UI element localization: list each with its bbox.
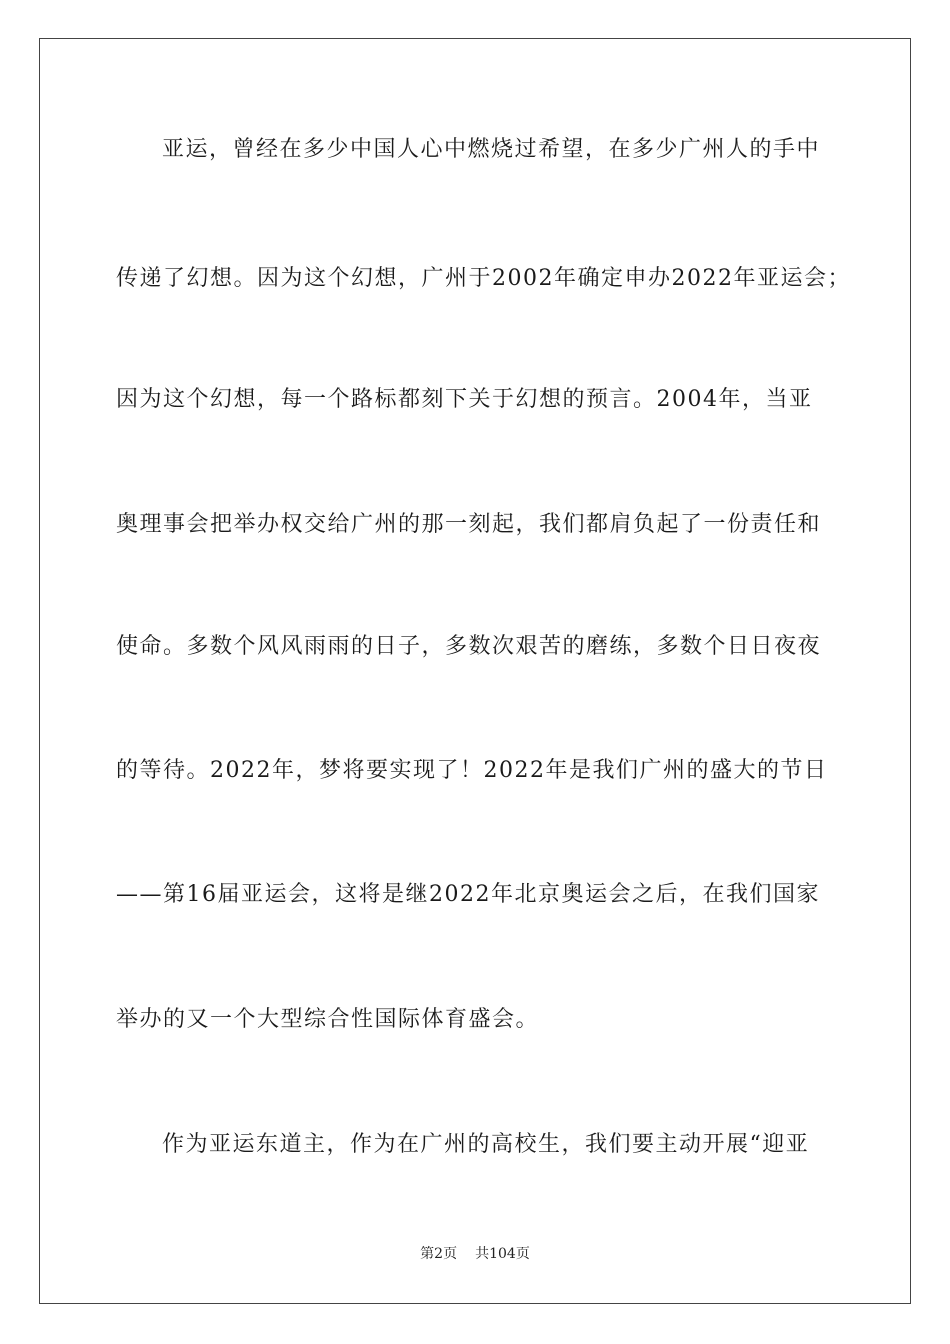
paragraph-1-line-6: 的等待。2022年，梦将要实现了！2022年是我们广州的盛大的节日 <box>116 758 828 783</box>
page-number: 第2页 <box>420 1246 458 1262</box>
paragraph-1-line-3: 因为这个幻想，每一个路标都刻下关于幻想的预言。2004年，当亚 <box>116 387 813 412</box>
paragraph-1-line-4: 奥理事会把举办权交给广州的那一刻起，我们都肩负起了一份责任和 <box>116 512 822 537</box>
page-border <box>39 38 911 1304</box>
paragraph-2-line-1: 作为亚运东道主，作为在广州的高校生，我们要主动开展“迎亚 <box>162 1132 810 1157</box>
paragraph-1-line-5: 使命。多数个风风雨雨的日子，多数次艰苦的磨练，多数个日日夜夜 <box>116 634 822 659</box>
paragraph-1-line-2: 传递了幻想。因为这个幻想，广州于2002年确定申办2022年亚运会； <box>116 266 851 291</box>
paragraph-1-line-8: 举办的又一个大型综合性国际体育盛会。 <box>116 1007 540 1032</box>
paragraph-1-line-1: 亚运，曾经在多少中国人心中燃烧过希望，在多少广州人的手中 <box>162 137 821 162</box>
paragraph-1-line-7: ——第16届亚运会，这将是继2022年北京奥运会之后，在我们国家 <box>116 882 820 907</box>
page-footer <box>0 1244 950 1264</box>
total-pages: 共104页 <box>475 1246 530 1262</box>
